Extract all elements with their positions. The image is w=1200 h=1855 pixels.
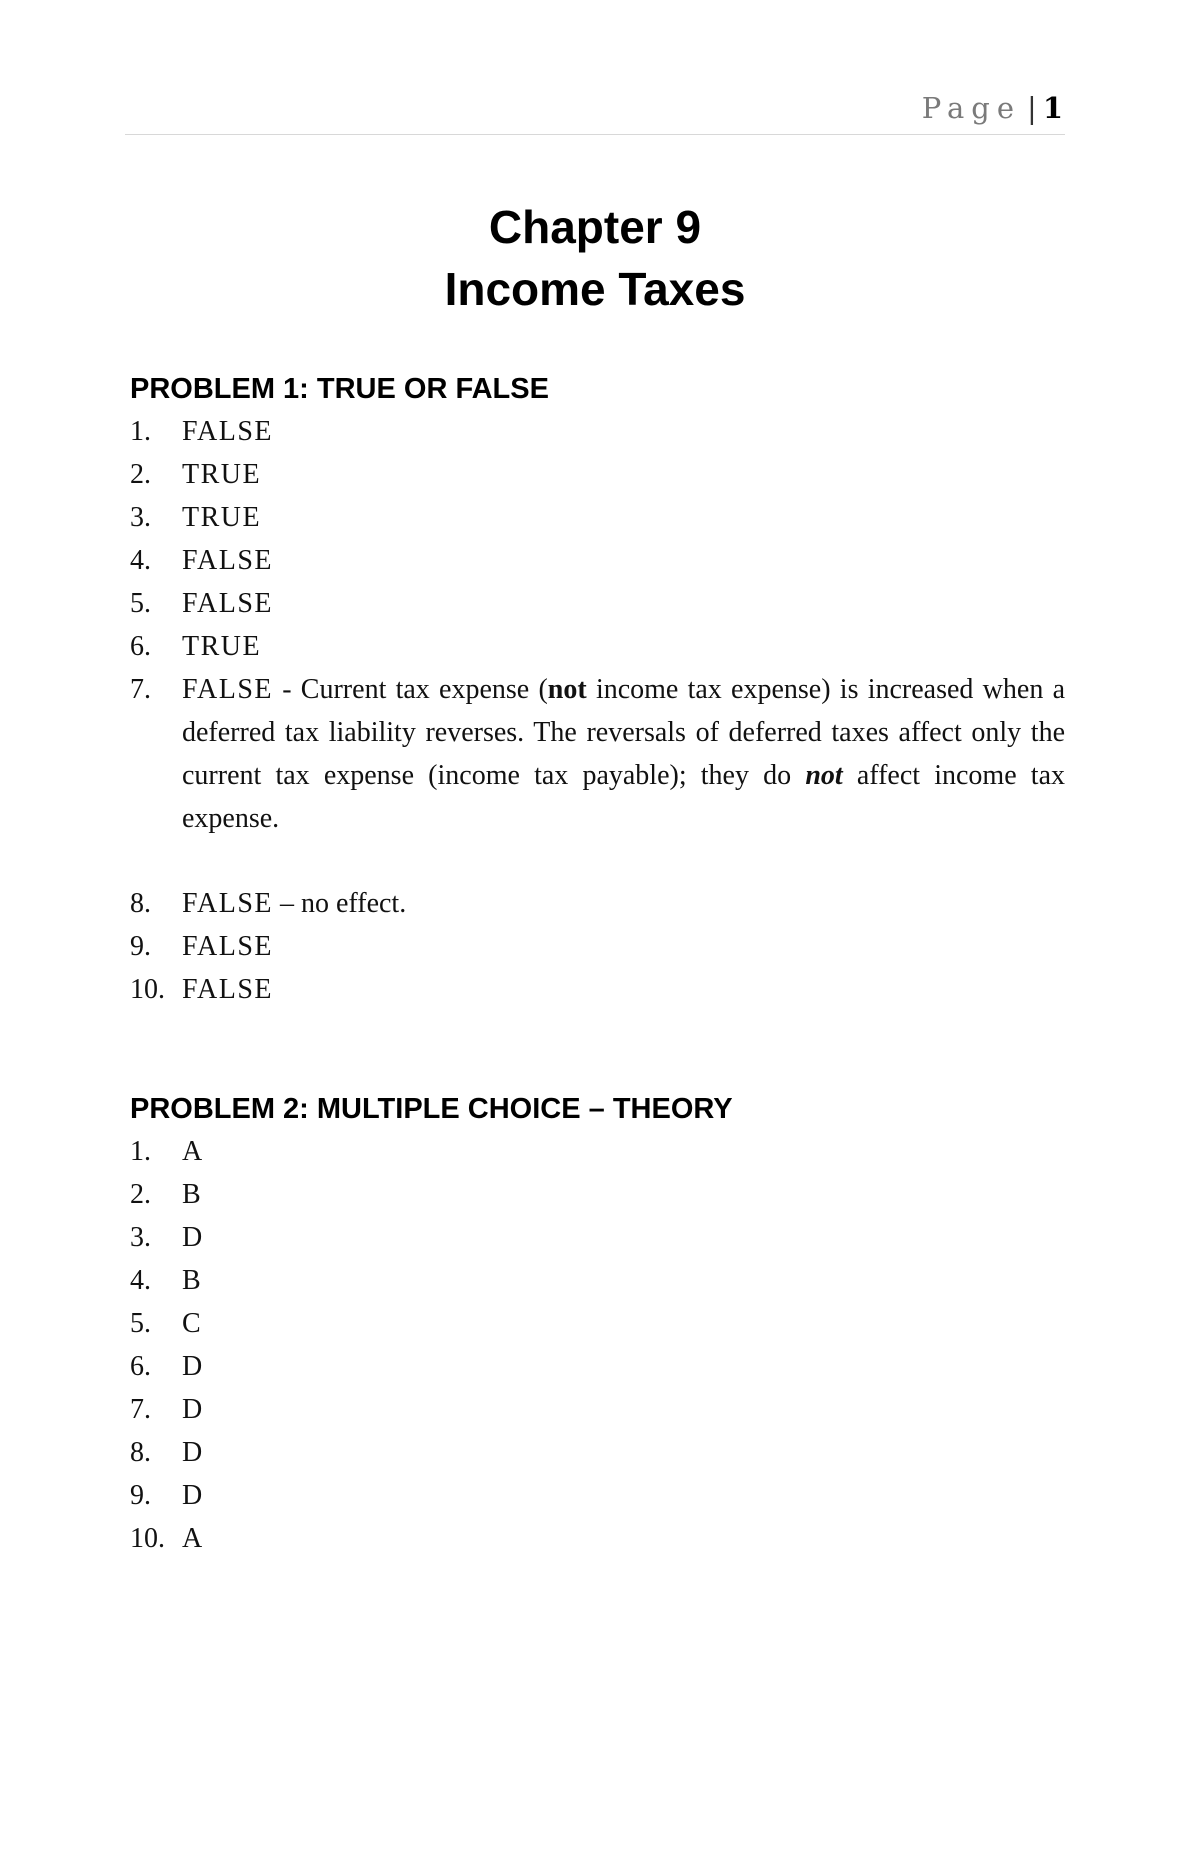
- list-item: [130, 1173, 1065, 1216]
- page-header: [125, 86, 1065, 135]
- item-number: 2.: [130, 1179, 151, 1210]
- list-spacer: [130, 840, 1065, 882]
- item-answer-explanation: [182, 668, 1065, 840]
- emphasis-not-italic: not: [805, 760, 843, 791]
- item-answer-explanation: [182, 882, 1065, 925]
- item-number: 1.: [130, 1136, 151, 1167]
- list-item: [130, 925, 1065, 968]
- problem2-heading: PROBLEM 2: MULTIPLE CHOICE – THEORY: [130, 1093, 733, 1125]
- page-word: Page: [921, 91, 1022, 125]
- item-number: 5.: [130, 1308, 151, 1339]
- list-item: [130, 582, 1065, 625]
- item-answer: B: [182, 1179, 201, 1210]
- item-number: 3.: [130, 502, 151, 533]
- explanation-text: income tax expense) is increased when a deferred tax liability reverses. The reversals of deferred taxes affect only the current tax expense (income tax payable); they do: [182, 674, 1065, 791]
- item-number: 4.: [130, 1265, 151, 1296]
- item-answer: TRUE: [182, 631, 262, 662]
- item-answer: FALSE: [182, 545, 273, 576]
- list-item: [130, 1216, 1065, 1259]
- item-number: 7.: [130, 674, 151, 705]
- item-number: 9.: [130, 931, 151, 962]
- page-number-label: [922, 92, 1063, 124]
- item-number: 6.: [130, 1351, 151, 1382]
- list-item: [130, 1302, 1065, 1345]
- item-number: 3.: [130, 1222, 151, 1253]
- explanation-text: - Current tax expense (: [273, 674, 548, 705]
- list-item: [130, 453, 1065, 496]
- item-answer: FALSE: [182, 931, 273, 962]
- list-item: [130, 625, 1065, 668]
- item-answer: FALSE: [182, 974, 273, 1005]
- item-number: 10.: [130, 1523, 165, 1554]
- item-answer: FALSE: [182, 588, 273, 619]
- list-item: [130, 1130, 1065, 1173]
- item-number: 8.: [130, 888, 151, 919]
- item-number: 2.: [130, 459, 151, 490]
- list-item: [130, 1474, 1065, 1517]
- list-item: [130, 882, 1065, 925]
- list-item: [130, 1345, 1065, 1388]
- item-number: 5.: [130, 588, 151, 619]
- item-answer: FALSE: [182, 674, 273, 705]
- list-item: [130, 1259, 1065, 1302]
- chapter-title-block: [0, 196, 1190, 320]
- list-item: [130, 496, 1065, 539]
- item-number: 7.: [130, 1394, 151, 1425]
- item-answer: B: [182, 1265, 201, 1296]
- chapter-subject: Income Taxes: [444, 263, 746, 315]
- item-answer: C: [182, 1308, 201, 1339]
- item-answer: D: [182, 1394, 203, 1425]
- item-answer: TRUE: [182, 502, 262, 533]
- explanation-text: – no effect.: [273, 888, 407, 919]
- chapter-title: Chapter 9: [488, 201, 702, 253]
- item-answer: FALSE: [182, 888, 273, 919]
- item-answer: A: [182, 1136, 203, 1167]
- problem1-heading: PROBLEM 1: TRUE OR FALSE: [130, 373, 549, 405]
- explanation-text: affect income tax expense.: [182, 760, 1065, 834]
- list-item: [130, 410, 1065, 453]
- list-item: [130, 1517, 1065, 1560]
- list-item: [130, 1388, 1065, 1431]
- list-item: [130, 968, 1065, 1011]
- item-answer: D: [182, 1222, 203, 1253]
- emphasis-not: not: [547, 674, 587, 705]
- item-number: 9.: [130, 1480, 151, 1511]
- problem2-answer-list: [130, 1130, 1065, 1560]
- item-number: 6.: [130, 631, 151, 662]
- item-number: 4.: [130, 545, 151, 576]
- item-number: 8.: [130, 1437, 151, 1468]
- page-separator: |: [1027, 91, 1037, 125]
- list-item: [130, 1431, 1065, 1474]
- item-number: 10.: [130, 974, 165, 1005]
- list-item: [130, 668, 1065, 840]
- page-number: 1: [1042, 91, 1063, 125]
- item-answer: D: [182, 1480, 203, 1511]
- list-item: [130, 539, 1065, 582]
- problem1-answer-list: [130, 410, 1065, 1011]
- item-answer: FALSE: [182, 416, 273, 447]
- item-answer: A: [182, 1523, 203, 1554]
- item-number: 1.: [130, 416, 151, 447]
- item-answer: TRUE: [182, 459, 262, 490]
- item-answer: D: [182, 1437, 203, 1468]
- item-answer: D: [182, 1351, 203, 1382]
